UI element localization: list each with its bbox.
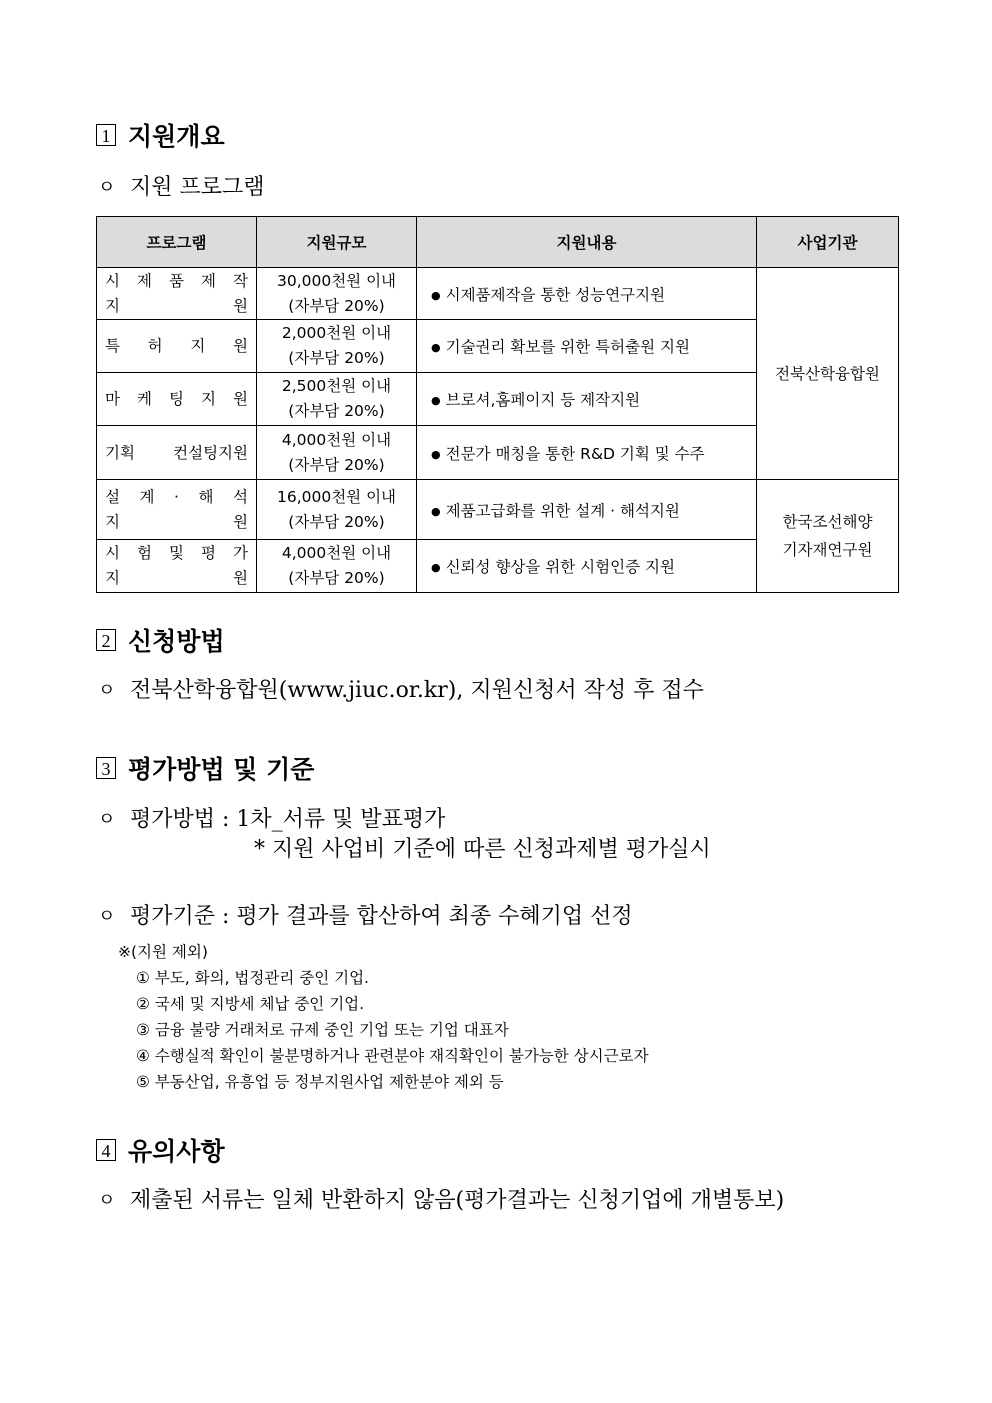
scale-line2: (자부담 20%) <box>288 569 385 587</box>
section-number: 3 <box>96 757 116 779</box>
scale-line1: 2,500천원 이내 <box>281 377 392 395</box>
content-text: 기술권리 확보를 위한 특허출원 지원 <box>445 338 690 356</box>
bullet-text: 전북산학융합원(www.jiuc.or.kr), 지원신청서 작성 후 접수 <box>130 678 704 703</box>
program-content <box>417 426 757 480</box>
section-title: 평가방법 및 기준 <box>128 755 315 784</box>
bullet-dot-icon: ● <box>431 394 441 407</box>
section-4-heading <box>96 1132 225 1168</box>
section-4-bullet <box>98 1183 784 1214</box>
section-number: 2 <box>96 629 116 651</box>
evaluation-method <box>98 802 445 833</box>
exclusion-item: ① 부도, 화의, 법정관리 중인 기업. <box>136 969 369 987</box>
exclusion-item: ② 국세 및 지방세 체납 중인 기업. <box>136 995 365 1013</box>
program-name: 마 케 팅 지 원 <box>97 373 257 426</box>
bullet-marker: ㅇ <box>98 679 116 701</box>
scale-line2: (자부담 20%) <box>288 349 385 367</box>
content-text: 시제품제작을 통한 성능연구지원 <box>445 285 666 304</box>
program-scale <box>257 480 417 540</box>
bullet-dot-icon: ● <box>431 504 441 518</box>
scale-line1: 4,000천원 이내 <box>281 430 392 449</box>
bullet-dot-icon: ● <box>431 561 441 574</box>
bullet-text: 지원 프로그램 <box>130 175 265 200</box>
exclusion-item: ③ 금융 불량 거래처로 규제 중인 기업 또는 기업 대표자 <box>136 1021 509 1039</box>
content-text: 전문가 매칭을 통한 R&D 기획 및 수주 <box>445 444 705 463</box>
scale-line2: (자부담 20%) <box>288 402 385 420</box>
content-text: 신뢰성 향상을 위한 시험인증 지원 <box>445 558 675 576</box>
program-name-line1: 시 제 품 제 작 <box>105 271 248 290</box>
bullet-dot-icon: ● <box>431 341 441 354</box>
scale-line1: 16,000천원 이내 <box>276 487 397 506</box>
evaluation-method-note: * 지원 사업비 기준에 따른 신청과제별 평가실시 <box>254 837 711 862</box>
section-number: 1 <box>96 124 116 146</box>
program-name-line1: 설 계 · 해 석 <box>105 487 248 506</box>
exclusion-item: ④ 수행실적 확인이 불분명하거나 관련분야 재직확인이 불가능한 상시근로자 <box>136 1047 649 1065</box>
header-content: 지원내용 <box>417 217 757 268</box>
section-1-heading <box>96 117 225 153</box>
program-scale <box>257 268 417 320</box>
section-2-heading <box>96 622 225 658</box>
table-row <box>97 480 899 540</box>
bullet-dot-icon: ● <box>431 447 441 461</box>
section-title: 신청방법 <box>128 627 225 656</box>
section-2-bullet <box>98 673 704 704</box>
scale-line2: (자부담 20%) <box>288 296 385 315</box>
program-scale <box>257 373 417 426</box>
bullet-marker: ㅇ <box>98 808 116 830</box>
program-table <box>96 216 899 593</box>
scale-line1: 2,000천원 이내 <box>281 324 392 342</box>
evaluation-criteria <box>98 899 633 930</box>
scale-line1: 4,000천원 이내 <box>281 544 392 562</box>
program-content <box>417 320 757 373</box>
program-name: 특 허 지 원 <box>97 320 257 373</box>
bullet-marker: ㅇ <box>98 176 116 198</box>
org-komeri <box>757 480 899 593</box>
section-number: 4 <box>96 1139 116 1161</box>
program-name-line2: 지 원 <box>105 512 248 531</box>
program-name-line2: 지 원 <box>105 569 248 587</box>
content-text: 브로셔,홈페이지 등 제작지원 <box>445 391 641 409</box>
program-name <box>97 540 257 593</box>
header-program: 프로그램 <box>97 217 257 268</box>
scale-line2: (자부담 20%) <box>288 455 385 474</box>
table-header-row <box>97 217 899 268</box>
table-row <box>97 268 899 320</box>
program-content <box>417 540 757 593</box>
bullet-dot-icon: ● <box>431 288 441 302</box>
criteria-text: 평가기준 : 평가 결과를 합산하여 최종 수혜기업 선정 <box>130 904 633 929</box>
exclusion-item: ⑤ 부동산업, 유흥업 등 정부지원사업 제한분야 제외 등 <box>136 1073 504 1091</box>
program-name-line2: 지 원 <box>105 296 248 315</box>
org-line2: 기자재연구원 <box>782 541 873 559</box>
bullet-marker: ㅇ <box>98 1189 116 1211</box>
program-content <box>417 268 757 320</box>
program-name <box>97 268 257 320</box>
scale-line2: (자부담 20%) <box>288 512 385 531</box>
program-content <box>417 480 757 540</box>
org-line1: 한국조선해양 <box>782 513 873 531</box>
header-org: 사업기관 <box>757 217 899 268</box>
section-1-bullet <box>98 170 265 201</box>
section-title: 유의사항 <box>128 1137 225 1166</box>
method-text: 평가방법 : 1차_서류 및 발표평가 <box>130 807 446 832</box>
program-name: 기획 컨설팅지원 <box>97 426 257 480</box>
program-scale <box>257 426 417 480</box>
program-scale <box>257 540 417 593</box>
program-content <box>417 373 757 426</box>
org-jiuc: 전북산학융합원 <box>757 268 899 480</box>
program-scale <box>257 320 417 373</box>
section-title: 지원개요 <box>128 122 225 151</box>
section-3-heading <box>96 750 314 786</box>
exclusion-title: ※(지원 제외) <box>118 943 208 961</box>
program-name <box>97 480 257 540</box>
content-text: 제품고급화를 위한 설계 · 해석지원 <box>445 501 680 520</box>
scale-line1: 30,000천원 이내 <box>276 271 397 290</box>
program-name-line1: 시 험 및 평 가 <box>105 544 248 562</box>
header-scale: 지원규모 <box>257 217 417 268</box>
bullet-marker: ㅇ <box>98 905 116 927</box>
bullet-text: 제출된 서류는 일체 반환하지 않음(평가결과는 신청기업에 개별통보) <box>130 1188 785 1213</box>
